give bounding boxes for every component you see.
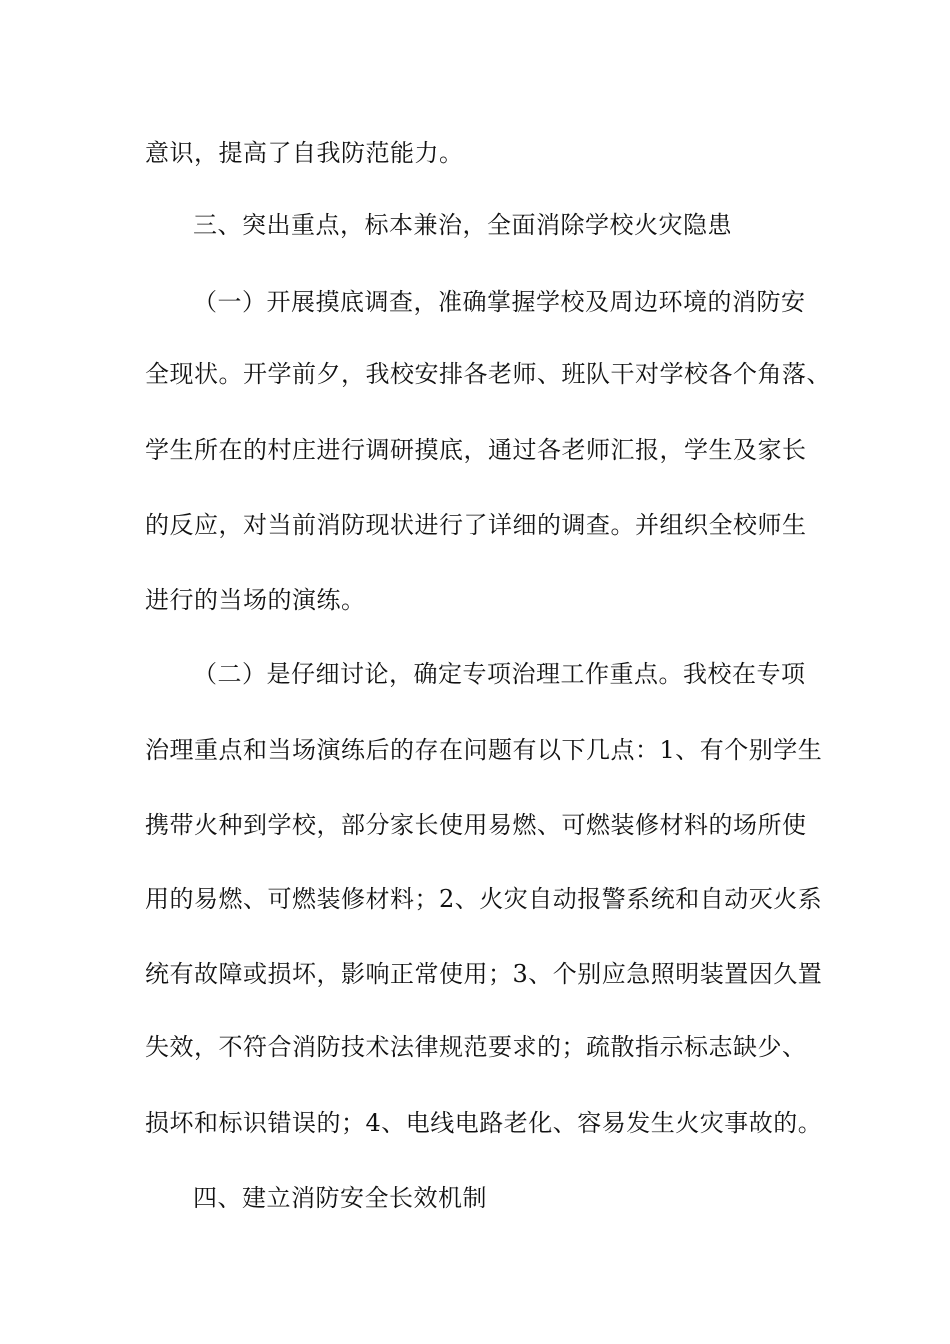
text-line-14: 损坏和标识错误的；4、电线电路老化、容易发生火灾事故的。: [145, 1109, 823, 1137]
text-line-4: 全现状。开学前夕，我校安排各老师、班队干对学校各个角落、: [145, 360, 831, 388]
text-line-6: 的反应，对当前消防现状进行了详细的调查。并组织全校师生: [145, 511, 807, 539]
text-line-13: 失效，不符合消防技术法律规范要求的；疏散指示标志缺少、: [145, 1033, 807, 1061]
text-line-10: 携带火种到学校，部分家长使用易燃、可燃装修材料的场所使: [145, 811, 807, 839]
text-line-12: 统有故障或损坏，影响正常使用；3、个别应急照明装置因久置: [145, 960, 823, 988]
text-line-9: 治理重点和当场演练后的存在问题有以下几点：1、有个别学生: [145, 736, 823, 764]
text-line-7: 进行的当场的演练。: [145, 586, 366, 614]
section-heading-4: 四、建立消防安全长效机制: [193, 1184, 487, 1212]
text-line-8: （二）是仔细讨论，确定专项治理工作重点。我校在专项: [193, 660, 806, 688]
section-heading-3: 三、突出重点，标本兼治，全面消除学校火灾隐患: [193, 211, 732, 239]
text-line-3: （一）开展摸底调查，准确掌握学校及周边环境的消防安: [193, 288, 806, 316]
text-line-11: 用的易燃、可燃装修材料；2、火灾自动报警系统和自动灭火系: [145, 885, 823, 913]
text-line-1: 意识，提高了自我防范能力。: [145, 139, 464, 167]
text-line-5: 学生所在的村庄进行调研摸底，通过各老师汇报，学生及家长: [145, 436, 807, 464]
